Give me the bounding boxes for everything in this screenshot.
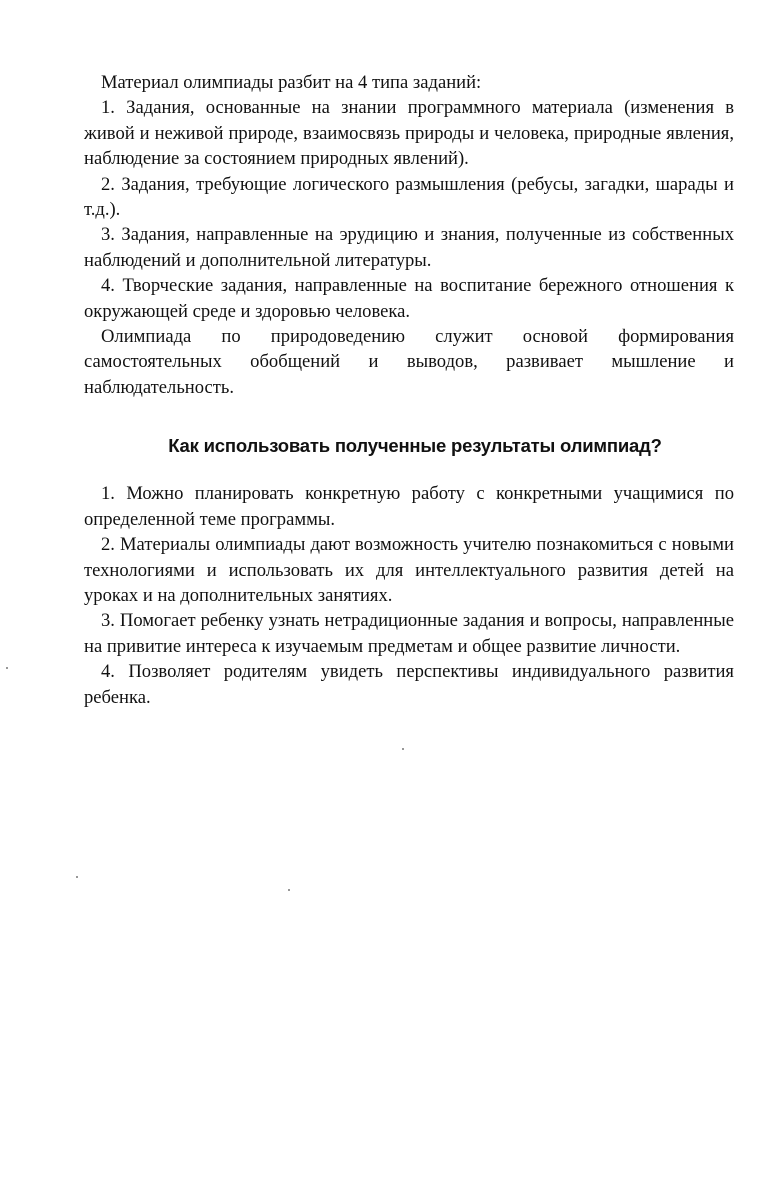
- section1-paragraph-intro: Материал олимпиады разбит на 4 типа заданий:: [101, 72, 482, 93]
- section2-paragraph-3: 3. Помогает ребенку узнать нетрадиционные задания и вопросы, направленные на привитие интереса к изучаемым предметам и общее развитие личности.: [84, 610, 734, 657]
- section2-heading: Как использовать полученные результаты олимпиад?: [168, 435, 662, 457]
- scan-speck: [6, 667, 8, 669]
- page-content: [84, 70, 734, 710]
- scan-speck: [288, 889, 290, 891]
- section1-paragraph-2: 2. Задания, требующие логического размышления (ребусы, загадки, шарады и т.д.).: [84, 173, 734, 221]
- section2-paragraph-1: 1. Можно планировать конкретную работу с конкретными учащимися по определенной теме программы.: [84, 483, 734, 530]
- section1-paragraph-4: 4. Творческие задания, направленные на воспитание бережного отношения к окружающей среде и здоровью человека.: [84, 275, 734, 322]
- section2-paragraph-2: 2. Материалы олимпиады дают возможность учителю познакомиться с новыми технологиями и использовать их для интеллектуального развития детей на уроках и на дополнительных занятиях.: [84, 534, 734, 606]
- scan-speck: [402, 748, 404, 750]
- scan-speck: [76, 876, 78, 878]
- section1-paragraph-conclusion: Олимпиада по природоведению служит основой формирования самостоятельных обобщений и выводов, развивает мышление и наблюдательность.: [84, 326, 734, 398]
- section1-paragraph-1: 1. Задания, основанные на знании программного материала (изменения в живой и неживой природе, взаимосвязь природы и человека, природные явления, наблюдение за состоянием природных явлений).: [84, 97, 734, 170]
- section2-paragraph-4: 4. Позволяет родителям увидеть перспективы индивидуального развития ребенка.: [84, 661, 734, 708]
- section1-paragraph-3: 3. Задания, направленные на эрудицию и знания, полученные из собственных наблюдений и дополнительной литературы.: [84, 224, 734, 271]
